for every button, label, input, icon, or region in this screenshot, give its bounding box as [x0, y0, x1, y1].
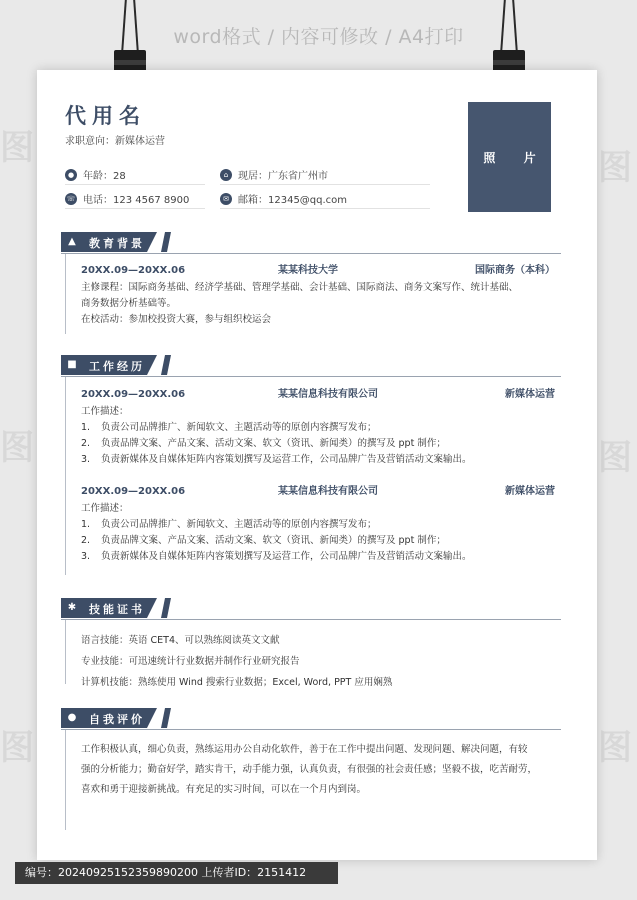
- section-title: 自我评价: [89, 713, 145, 726]
- age-text: 年龄：28: [83, 171, 126, 182]
- watermark: 图: [598, 148, 632, 188]
- section-guide-line: [65, 730, 66, 830]
- watermark: 图: [598, 438, 632, 478]
- footer-id-bar: 编号：20240925152359890200 上传者ID：2151412: [15, 862, 338, 884]
- work-entry: [81, 483, 555, 565]
- work-title: 新媒体运营: [505, 486, 555, 497]
- self-eval-line: 喜欢和勇于迎接新挑战。有充足的实习时间，可以在一个月内到岗。: [81, 784, 367, 795]
- info-email: [220, 191, 347, 206]
- graduation-cap-icon: ▲: [68, 236, 76, 247]
- skill-professional: 专业技能：可迅速统计行业数据并制作行业研究报告: [81, 656, 300, 667]
- divider: [65, 208, 205, 209]
- briefcase-icon: ■: [67, 359, 77, 370]
- info-location: [220, 167, 328, 182]
- work-company: 某某信息科技有限公司: [278, 486, 378, 497]
- candidate-name: 代用名: [65, 104, 146, 128]
- list-item: 2. 负责品牌文案、产品文案、活动文案、软文（资讯、新闻类）的撰写及 ppt 制作；: [81, 438, 446, 449]
- education-date: 20XX.09—20XX.06: [81, 265, 186, 276]
- divider: [220, 208, 430, 209]
- work-date: 20XX.09—20XX.06: [81, 486, 186, 497]
- list-item: 3. 负责新媒体及自媒体矩阵内容策划撰写及运营工作，公司品牌广告及营销活动文案输出。: [81, 454, 472, 465]
- self-eval-line: 强的分析能力；勤奋好学，踏实肯干，动手能力强，认真负责，有很强的社会责任感；坚毅不拔，吃苦耐劳，: [81, 764, 538, 775]
- skills-block: [81, 630, 555, 693]
- education-school: 某某科技大学: [278, 265, 338, 276]
- phone-text: 电话：123 4567 8900: [83, 195, 190, 206]
- watermark: 图: [598, 728, 632, 768]
- work-company: 某某信息科技有限公司: [278, 389, 378, 400]
- education-block: [81, 262, 555, 328]
- mail-icon: ✉: [220, 193, 232, 205]
- work-duty-list: [81, 420, 555, 468]
- list-item: 1. 负责公司品牌推广、新闻软文、主题活动等的原创内容撰写发布；: [81, 422, 377, 433]
- banner-text: word格式 / 内容可修改 / A4打印: [173, 26, 464, 48]
- work-desc-label: 工作描述：: [81, 503, 129, 514]
- info-age: [65, 167, 126, 182]
- divider: [220, 184, 430, 185]
- person-icon: ●: [67, 712, 77, 723]
- work-desc-label: 工作描述：: [81, 406, 129, 417]
- section-title: 技能证书: [89, 603, 145, 616]
- self-eval-line: 工作积极认真，细心负责，熟练运用办公自动化软件，善于在工作中提出问题、发现问题、解决问题，有较: [81, 744, 528, 755]
- work-duty-list: [81, 517, 555, 565]
- user-icon: ●: [65, 169, 77, 181]
- list-item: 2. 负责品牌文案、产品文案、活动文案、软文（资讯、新闻类）的撰写及 ppt 制作；: [81, 535, 446, 546]
- section-guide-line: [65, 377, 66, 575]
- home-icon: ⌂: [220, 169, 232, 181]
- education-courses-cont: 商务数据分析基础等。: [81, 298, 177, 309]
- gear-icon: ✱: [67, 602, 77, 613]
- phone-icon: ☏: [66, 194, 76, 203]
- watermark: 图: [0, 428, 34, 468]
- self-eval-block: [81, 740, 555, 800]
- work-row-head: [81, 386, 555, 404]
- resume-page: [37, 70, 597, 860]
- skill-language: 语言技能：英语 CET4、可以熟练阅读英文文献: [81, 635, 280, 646]
- work-row-head: [81, 483, 555, 501]
- section-guide-line: [65, 254, 66, 334]
- watermark: 图: [0, 728, 34, 768]
- skill-computer: 计算机技能：熟练使用 Wind 搜索行业数据；Excel, Word, PPT 应用娴熟: [81, 677, 393, 688]
- section-guide-line: [65, 620, 66, 684]
- education-activities: 在校活动：参加校投资大赛，参与组织校运会: [81, 314, 272, 325]
- section-title: 工作经历: [89, 360, 145, 373]
- section-title: 教育背景: [89, 237, 145, 250]
- divider: [65, 184, 205, 185]
- list-item: 3. 负责新媒体及自媒体矩阵内容策划撰写及运营工作，公司品牌广告及营销活动文案输出。: [81, 551, 472, 562]
- location-text: 现居：广东省广州市: [238, 171, 328, 182]
- education-courses: 主修课程：国际商务基础、经济学基础、管理学基础、会计基础、国际商法、商务文案写作、统计基础、: [81, 282, 519, 293]
- info-phone: [65, 191, 189, 206]
- email-text: 邮箱：12345@qq.com: [238, 195, 348, 206]
- watermark: 图: [0, 128, 34, 168]
- education-row-head: [81, 262, 555, 280]
- photo-placeholder: 照 片: [468, 102, 551, 212]
- job-intent: 求职意向：新媒体运营: [65, 136, 165, 147]
- list-item: 1. 负责公司品牌推广、新闻软文、主题活动等的原创内容撰写发布；: [81, 519, 377, 530]
- work-entry: [81, 386, 555, 468]
- education-major: 国际商务（本科）: [475, 265, 555, 276]
- work-title: 新媒体运营: [505, 389, 555, 400]
- work-date: 20XX.09—20XX.06: [81, 389, 186, 400]
